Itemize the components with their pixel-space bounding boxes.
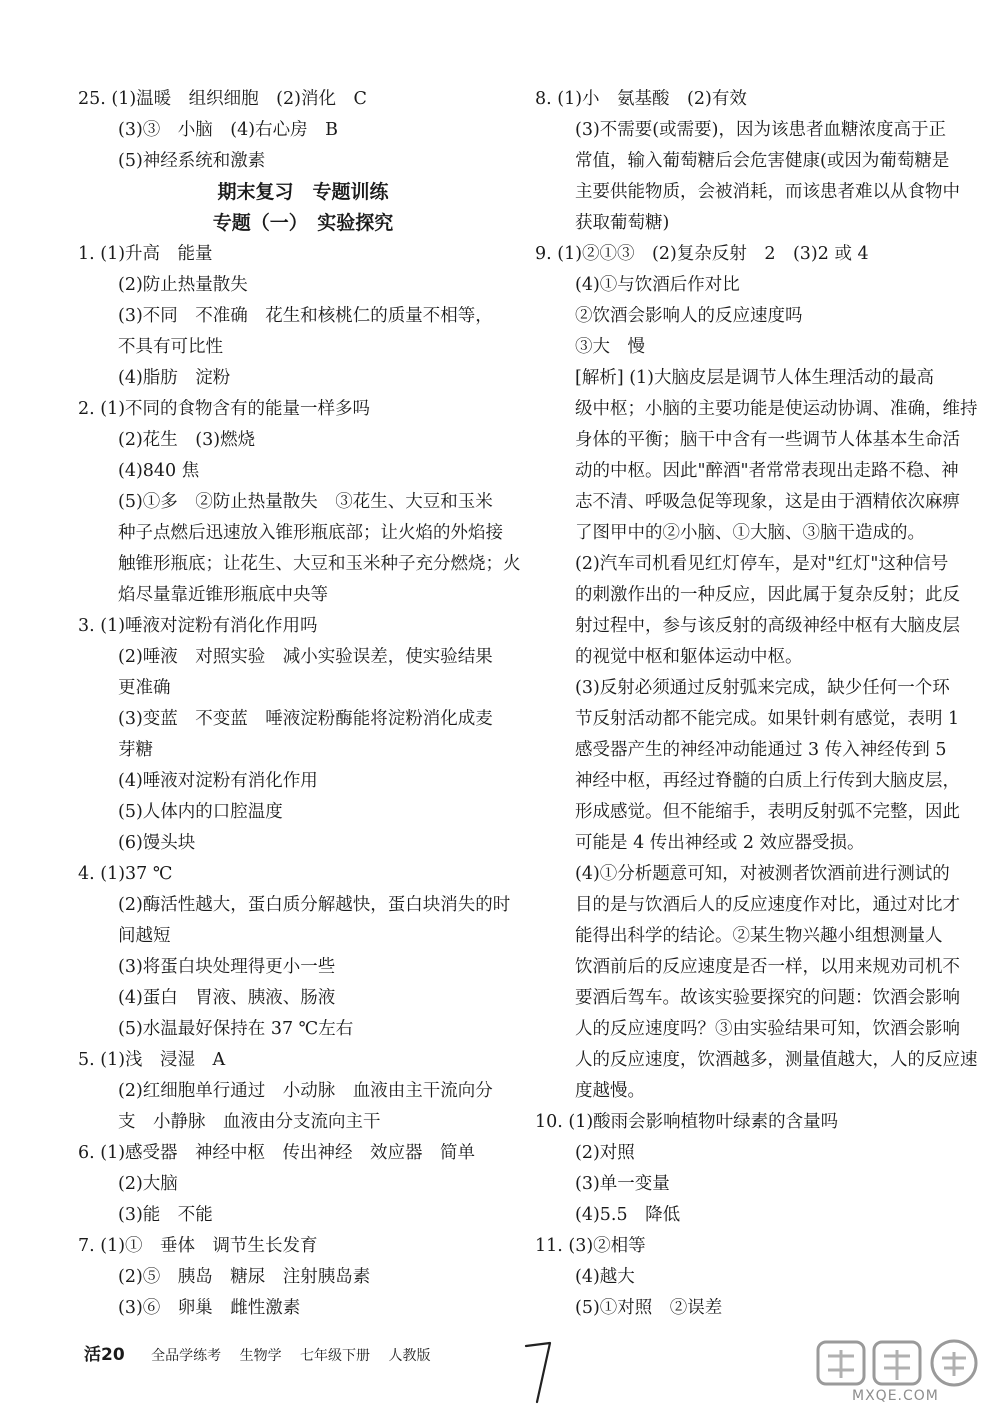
answer-line: 8. (1)小 氨基酸 (2)有效 (535, 89, 747, 109)
answer-line: 焰尽量靠近锥形瓶底中央等 (118, 585, 328, 605)
answer-line: (4)唾液对淀粉有消化作用 (118, 771, 318, 791)
answer-line: 间越短 (118, 926, 171, 946)
analysis-line: 级中枢；小脑的主要功能是使运动协调、准确，维持 (575, 399, 978, 419)
answer-line: (2)防止热量散失 (118, 275, 248, 295)
answer-line: 6. (1)感受器 神经中枢 传出神经 效应器 简单 (78, 1143, 476, 1163)
answer-line: (2)⑤ 胰岛 糖尿 注射胰岛素 (118, 1267, 371, 1287)
analysis-line: 了图甲中的②小脑、①大脑、③脑干造成的。 (575, 523, 925, 543)
analysis-line: 动的中枢。因此"醉酒"者常常表现出走路不稳、神 (575, 461, 959, 481)
analysis-line: 节反射活动都不能完成。如果针刺有感觉，表明 1 (575, 709, 960, 729)
book-title: 全品学练考 (151, 1348, 222, 1364)
answer-line: 不具有可比性 (118, 337, 223, 357)
answer-line: (5)①多 ②防止热量散失 ③花生、大豆和玉米 (118, 492, 493, 512)
answer-line: (5)人体内的口腔温度 (118, 802, 283, 822)
answer-line: (6)馒头块 (118, 833, 196, 853)
answer-line: 10. (1)酸雨会影响植物叶绿素的含量吗 (535, 1112, 839, 1132)
analysis-line: 形成感觉。但不能缩手，表明反射弧不完整，因此 (575, 802, 960, 822)
page-number: 活20 (84, 1345, 125, 1365)
left-column (78, 84, 521, 1324)
analysis-line: (4)①分析题意可知，对被测者饮酒前进行测试的 (575, 864, 950, 884)
answer-line: (5)神经系统和激素 (118, 151, 266, 171)
analysis-line: 志不清、呼吸急促等现象，这是由于酒精依次麻痹 (575, 492, 960, 512)
analysis-line: 人的反应速度，饮酒越多，测量值越大，人的反应速 (575, 1050, 978, 1070)
analysis-line: 身体的平衡；脑干中含有一些调节人体基本生命活 (575, 430, 960, 450)
answer-line: 1. (1)升高 能量 (78, 244, 213, 264)
watermark-text: MXQE.COM (852, 1388, 939, 1404)
answer-line: (3)单一变量 (575, 1174, 670, 1194)
answer-line: (4)5.5 降低 (575, 1205, 681, 1225)
analysis-line: 要酒后驾车。故该实验要探究的问题：饮酒会影响 (575, 988, 960, 1008)
analysis-line: 的刺激作出的一种反应，因此属于复杂反射；此反 (575, 585, 960, 605)
analysis-line: 可能是 4 传出神经或 2 效应器受损。 (575, 833, 865, 853)
handwritten-number (523, 1338, 553, 1406)
answer-line: (2)酶活性越大，蛋白质分解越快，蛋白块消失的时 (118, 895, 511, 915)
answer-line: 7. (1)① 垂体 调节生长发育 (78, 1236, 318, 1256)
analysis-line: 感受器产生的神经冲动能通过 3 传入神经传到 5 (575, 740, 947, 760)
analysis-line: 射过程中，参与该反射的高级神经中枢有大脑皮层 (575, 616, 960, 636)
answer-line: 3. (1)唾液对淀粉有消化作用吗 (78, 616, 318, 636)
answer-line: ②饮酒会影响人的反应速度吗 (575, 306, 803, 326)
answer-line: ③大 慢 (575, 337, 645, 357)
topic-heading: 专题（一） 实验探究 (212, 212, 394, 234)
answer-line: (3)变蓝 不变蓝 唾液淀粉酶能将淀粉消化成麦 (118, 709, 493, 729)
answer-line: (3)③ 小脑 (4)右心房 B (118, 120, 338, 140)
answer-line: 常值，输入葡萄糖后会危害健康(或因为葡萄糖是 (575, 151, 950, 171)
answer-line: (2)红细胞单行通过 小动脉 血液由主干流向分 (118, 1081, 493, 1101)
answer-line: 4. (1)37 ℃ (78, 864, 173, 884)
answer-line: 芽糖 (118, 740, 153, 760)
answer-line: (3)不同 不准确 花生和核桃仁的质量不相等， (118, 306, 493, 326)
analysis-line: 饮酒前后的反应速度是否一样，以用来规劝司机不 (575, 957, 960, 977)
answer-line: 支 小静脉 血液由分支流向主干 (118, 1112, 381, 1132)
answer-line: (4)脂肪 淀粉 (118, 368, 231, 388)
analysis-line: 人的反应速度吗？③由实验结果可知，饮酒会影响 (575, 1019, 960, 1039)
analysis-line: 神经中枢，再经过脊髓的白质上行传到大脑皮层， (575, 771, 960, 791)
answer-line: (4)越大 (575, 1267, 635, 1287)
answer-line: 25. (1)温暖 组织细胞 (2)消化 C (78, 89, 367, 109)
answer-line: (4)蛋白 胃液、胰液、肠液 (118, 988, 336, 1008)
answer-line: (2)唾液 对照实验 减小实验误差，使实验结果 (118, 647, 493, 667)
answer-line: (3)将蛋白块处理得更小一些 (118, 957, 336, 977)
analysis-line: (2)汽车司机看见红灯停车，是对"红灯"这种信号 (575, 554, 949, 574)
answer-line: (2)花生 (3)燃烧 (118, 430, 256, 450)
answer-line: 主要供能物质，会被消耗，而该患者难以从食物中 (575, 182, 960, 202)
answer-line: (2)大脑 (118, 1174, 178, 1194)
analysis-line: (3)反射必须通过反射弧来完成，缺少任何一个环 (575, 678, 950, 698)
analysis-line: 度越慢。 (575, 1081, 645, 1101)
page-footer (84, 1340, 444, 1365)
analysis-line: [解析] (1)大脑皮层是调节人体生理活动的最高 (575, 368, 935, 388)
answer-line: 更准确 (118, 678, 171, 698)
answer-line: 11. (3)②相等 (535, 1236, 646, 1256)
section-heading: 期末复习 专题训练 (217, 181, 389, 203)
answer-line: 5. (1)浅 浸湿 A (78, 1050, 226, 1070)
subject-label: 生物学 (239, 1348, 282, 1364)
answer-line: 2. (1)不同的食物含有的能量一样多吗 (78, 399, 371, 419)
answer-line: 触锥形瓶底；让花生、大豆和玉米种子充分燃烧；火 (118, 554, 521, 574)
analysis-line: 目的是与饮酒后人的反应速度作对比，通过对比才 (575, 895, 960, 915)
answer-line: 获取葡萄糖) (575, 213, 670, 233)
answer-line: (4)①与饮酒后作对比 (575, 275, 740, 295)
answer-line: (3)⑥ 卵巢 雌性激素 (118, 1298, 301, 1318)
grade-label: 七年级下册 (300, 1348, 371, 1364)
answer-line: 种子点燃后迅速放入锥形瓶底部；让火焰的外焰接 (118, 523, 503, 543)
answer-line: (5)①对照 ②误差 (575, 1298, 723, 1318)
answer-line: 9. (1)②①③ (2)复杂反射 2 (3)2 或 4 (535, 244, 869, 264)
answer-line: (3)能 不能 (118, 1205, 213, 1225)
answer-line: (3)不需要(或需要)，因为该患者血糖浓度高于正 (575, 120, 946, 140)
analysis-line: 能得出科学的结论。②某生物兴趣小组想测量人 (575, 926, 943, 946)
answer-line: (2)对照 (575, 1143, 635, 1163)
right-column (535, 84, 978, 1324)
answer-line: (5)水温最好保持在 37 ℃左右 (118, 1019, 354, 1039)
answer-line: (4)840 焦 (118, 461, 200, 481)
edition-label: 人教版 (388, 1348, 431, 1364)
analysis-line: 的视觉中枢和躯体运动中枢。 (575, 647, 803, 667)
